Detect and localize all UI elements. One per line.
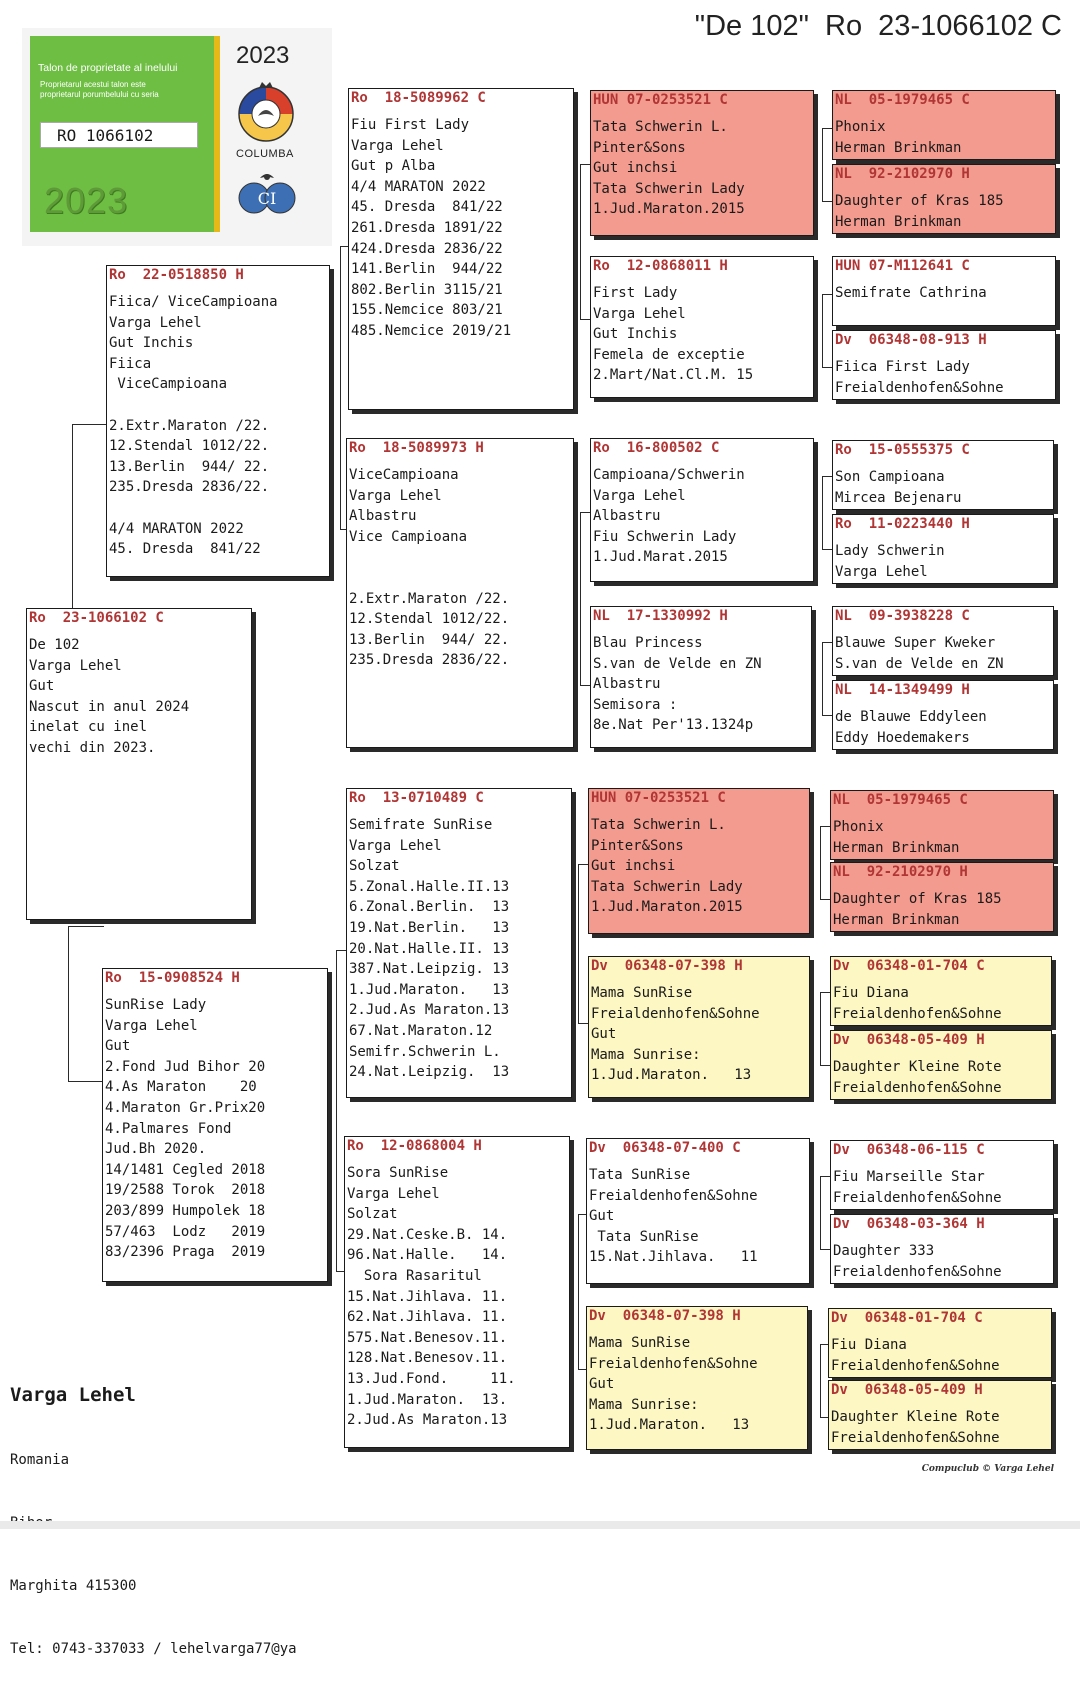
info-line: Freialdenhofen&Sohne (831, 1357, 1000, 1374)
ring-number: Ro 11-0223440 H (835, 516, 970, 532)
info-line: Fiu Schwerin Lady (593, 528, 737, 545)
info-line: Gut (589, 1208, 615, 1225)
info-line: 29.Nat.Ceske.B. 14. (347, 1226, 508, 1243)
talon-ring-number: RO 1066102 (40, 122, 198, 148)
info-line: Gut inchsi (593, 160, 678, 177)
info-line: Mama SunRise (589, 1335, 691, 1351)
info-line: Daughter of Kras 185 (833, 891, 1002, 907)
pigeon-card-ggg3 (832, 256, 1056, 326)
info-line: S.van de Velde en ZN (835, 655, 1004, 672)
footer-credit: Compuclub © Varga Lehel (921, 1464, 1054, 1474)
info-line: Varga Lehel (29, 657, 122, 674)
connector-gg1 (822, 128, 832, 202)
info-line: Varga Lehel (105, 1017, 198, 1034)
info-line: 8e.Nat Per'13.1324p (593, 717, 754, 734)
info-line: Albastru (593, 676, 661, 693)
info-line: Sora SunRise (347, 1165, 449, 1181)
ring-number: Ro 18-5089973 H (349, 440, 484, 456)
ring-number: Dv 06348-07-398 H (591, 958, 743, 974)
ring-number: NL 17-1330992 H (593, 608, 728, 624)
info-line: vechi din 2023. (29, 739, 156, 756)
info-line: 4.As Maraton 20 (105, 1079, 257, 1096)
info-line: Pinter&Sons (593, 139, 686, 156)
pigeon-card-ggg15 (828, 1308, 1052, 1378)
owner-city: Marghita 415300 (10, 1578, 137, 1594)
info-line: Blauwe Super Kweker (835, 635, 996, 651)
info-line: 20.Nat.Halle.II. 13 (349, 940, 510, 957)
ring-number: HUN 07-0253521 C (591, 790, 726, 806)
info-line: 387.Nat.Leipzig. 13 (349, 961, 510, 978)
info-line: 2.Extr.Maraton /22. (109, 417, 270, 434)
info-line: Herman Brinkman (833, 911, 960, 928)
ring-number: Dv 06348-01-704 C (831, 1310, 983, 1326)
pigeon-card-ggg16 (828, 1380, 1052, 1450)
info-line: Gut Inchis (593, 326, 678, 343)
info-line: Gut (105, 1038, 131, 1055)
info-line: 15.Nat.Jihlava. 11 (589, 1249, 758, 1266)
info-line: 13.Berlin 944/ 22. (109, 458, 270, 475)
info-line: S.van de Velde en ZN (593, 655, 762, 672)
owner-country: Romania (10, 1452, 70, 1468)
info-line: 96.Nat.Halle. 14. (347, 1247, 508, 1264)
info-line: Varga Lehel (349, 487, 442, 504)
info-line: 575.Nat.Benesov.11. (347, 1329, 508, 1346)
connector-gg7 (820, 1176, 830, 1250)
info-line: Daughter Kleine Rote (831, 1409, 1000, 1425)
info-line: Varga Lehel (349, 837, 442, 854)
ring-number: NL 09-3938228 C (835, 608, 970, 624)
info-line: Varga Lehel (593, 305, 686, 322)
info-line: Jud.Bh 2020. (105, 1141, 207, 1158)
info-line: Freialdenhofen&Sohne (833, 1079, 1002, 1096)
info-line: 2.Jud.As Maraton.13 (349, 1002, 510, 1019)
info-line: 24.Nat.Leipzig. 13 (349, 1064, 510, 1081)
info-line: 15.Nat.Jihlava. 11. (347, 1288, 508, 1305)
info-line: 2.Fond Jud Bihor 20 (105, 1058, 266, 1075)
info-line: de Blauwe Eddyleen (835, 709, 987, 725)
info-line: First Lady (593, 285, 678, 301)
info-line: Freialdenhofen&Sohne (589, 1187, 758, 1204)
pigeon-card-gg6 (588, 956, 810, 1098)
info-line: Fiica/ ViceCampioana (109, 294, 278, 310)
ring-number: NL 92-2102970 H (835, 166, 970, 182)
ring-number: Ro 22-0518850 H (109, 267, 244, 283)
connector-g3 (578, 864, 588, 1024)
info-line: 62.Nat.Jihlava. 11. (347, 1309, 508, 1326)
ring-number: Ro 15-0908524 H (105, 970, 240, 986)
pigeon-card-ggg11 (830, 956, 1052, 1026)
info-line: Vice Campioana (349, 528, 468, 545)
info-line: Freialdenhofen&Sohne (591, 1005, 760, 1022)
info-line: Varga Lehel (109, 314, 202, 331)
info-line: Fiica First Lady (835, 359, 970, 375)
info-line: Herman Brinkman (833, 839, 960, 856)
pigeon-card-ggg13 (830, 1140, 1054, 1210)
info-line: Semisora : (593, 696, 678, 713)
owner-info (10, 1340, 297, 1681)
info-line: Mama Sunrise: (591, 1046, 701, 1063)
ring-number: Dv 06348-08-913 H (835, 332, 987, 348)
info-line: 19/2588 Torok 2018 (105, 1182, 266, 1199)
connector-g1 (580, 164, 590, 320)
info-line: Mama Sunrise: (589, 1396, 699, 1413)
columba-label: COLUMBA (236, 148, 294, 160)
info-line: Freialdenhofen&Sohne (833, 1005, 1002, 1022)
connector-g2 (580, 512, 590, 686)
pigeon-card-subject (26, 608, 252, 920)
info-line: 261.Dresda 1891/22 (351, 219, 503, 236)
ring-number: Ro 23-1066102 C (29, 610, 164, 626)
info-line: 802.Berlin 3115/21 (351, 281, 503, 298)
talon-subtitle: Proprietarul acestui talon este proprietarul porumbelului cu seria (40, 80, 159, 99)
info-line: Fiu First Lady (351, 117, 470, 133)
info-line: Varga Lehel (593, 487, 686, 504)
owner-name: Varga Lehel (10, 1384, 136, 1406)
info-line: Freialdenhofen&Sohne (833, 1263, 1002, 1280)
pigeon-card-dam (106, 265, 330, 577)
pigeon-card-ggg10 (830, 862, 1054, 932)
fci-logo-icon (236, 170, 298, 216)
svg-text:CI: CI (257, 189, 277, 208)
pigeon-card-ggg1 (832, 90, 1056, 160)
info-line: 6.Zonal.Berlin. 13 (349, 899, 510, 916)
info-line: 203/899 Humpolek 18 (105, 1202, 266, 1219)
talon-card (30, 36, 220, 232)
talon-year: 2023 (44, 180, 129, 221)
info-line: 57/463 Lodz 2019 (105, 1223, 266, 1240)
info-line: Gut p Alba (351, 158, 436, 175)
info-line: Freialdenhofen&Sohne (833, 1189, 1002, 1206)
pigeon-card-gg8 (586, 1306, 808, 1450)
info-line: ViceCampioana (349, 467, 459, 483)
info-line: 485.Nemcice 2019/21 (351, 322, 512, 339)
pigeon-card-g4 (344, 1136, 570, 1448)
pigeon-card-gg7 (586, 1138, 810, 1284)
info-line: Freialdenhofen&Sohne (589, 1355, 758, 1372)
info-line: Femela de exceptie (593, 346, 745, 363)
info-line: Gut Inchis (109, 335, 194, 352)
info-line: 2.Jud.As Maraton.13 (347, 1412, 508, 1429)
info-line (109, 498, 327, 519)
info-line: 12.Stendal 1012/22. (349, 611, 510, 628)
info-line: Phonix (835, 119, 886, 135)
ring-number: Dv 06348-05-409 H (833, 1032, 985, 1048)
ring-number: Ro 12-0868011 H (593, 258, 728, 274)
info-line: 1.Jud.Maraton. 13 (589, 1417, 750, 1434)
info-line: 13.Berlin 944/ 22. (349, 631, 510, 648)
ring-number: Ro 13-0710489 C (349, 790, 484, 806)
info-line: 19.Nat.Berlin. 13 (349, 919, 510, 936)
info-line: Varga Lehel (351, 137, 444, 154)
info-line: Solzat (349, 858, 400, 875)
info-line: 12.Stendal 1012/22. (109, 438, 270, 455)
info-line: 1.Jud.Maraton.2015 (591, 899, 743, 916)
info-line: Fiu Diana (831, 1337, 907, 1353)
ring-number: HUN 07-0253521 C (593, 92, 728, 108)
info-line: Daughter of Kras 185 (835, 193, 1004, 209)
ring-number: NL 14-1349499 H (835, 682, 970, 698)
info-line: 1.Jud.Maraton. 13 (591, 1067, 752, 1084)
info-line: Varga Lehel (835, 563, 928, 580)
info-line: inelat cu inel (29, 719, 148, 736)
pigeon-card-gg5 (588, 788, 810, 934)
ring-number: NL 92-2102970 H (833, 864, 968, 880)
info-line: Gut (29, 678, 55, 695)
connector-gg5 (820, 826, 830, 900)
ring-number: Dv 06348-05-409 H (831, 1382, 983, 1398)
info-line: 5.Zonal.Halle.II.13 (349, 878, 510, 895)
pigeon-card-g3 (346, 788, 572, 1098)
info-line: Mama SunRise (591, 985, 693, 1001)
columba-logo-icon (236, 80, 296, 146)
ring-number: Ro 12-0868004 H (347, 1138, 482, 1154)
info-line: SunRise Lady (105, 997, 207, 1013)
pigeon-card-ggg14 (830, 1214, 1054, 1284)
pigeon-card-ggg5 (832, 440, 1054, 510)
info-line: 424.Dresda 2836/22 (351, 240, 503, 257)
info-line: 2.Mart/Nat.Cl.M. 15 (593, 367, 754, 384)
info-line: Tata Schwerin Lady (591, 878, 743, 895)
pigeon-card-gg1 (590, 90, 814, 236)
info-line: Tata Schwerin Lady (593, 180, 745, 197)
info-line: De 102 (29, 637, 80, 653)
pigeon-card-gg2 (590, 256, 814, 398)
pigeon-card-ggg12 (830, 1030, 1052, 1100)
talon-year-top: 2023 (236, 42, 290, 69)
info-line: Phonix (833, 819, 884, 835)
ring-number: Dv 06348-07-398 H (589, 1308, 741, 1324)
info-line: 1.Jud.Maraton. 13 (349, 981, 510, 998)
ring-number: Dv 06348-06-115 C (833, 1142, 985, 1158)
info-line (349, 568, 571, 589)
pigeon-card-g2 (346, 438, 574, 748)
info-line: Varga Lehel (347, 1185, 440, 1202)
info-line: Lady Schwerin (835, 543, 945, 559)
talon-title: Talon de proprietate al inelului (38, 62, 178, 74)
info-line: Blau Princess (593, 635, 703, 651)
info-line: Freialdenhofen&Sohne (831, 1429, 1000, 1446)
info-line: 235.Dresda 2836/22. (109, 479, 270, 496)
connector-gg6 (820, 992, 830, 1066)
info-line: Tata Schwerin L. (593, 119, 728, 135)
info-line: Albastru (593, 508, 661, 525)
owner-contact: Tel: 0743-337033 / lehelvarga77@ya (10, 1641, 297, 1657)
ring-talon (22, 28, 332, 246)
info-line: 45. Dresda 841/22 (351, 199, 503, 216)
info-line: 14/1481 Cegled 2018 (105, 1161, 266, 1178)
pigeon-card-ggg8 (832, 680, 1054, 750)
info-line: ViceCampioana (109, 376, 228, 393)
connector-gg2 (822, 294, 832, 368)
info-line: Tata Schwerin L. (591, 817, 726, 833)
info-line: Fiu Marseille Star (833, 1169, 985, 1185)
pigeon-card-ggg6 (832, 514, 1054, 584)
info-line: 1.Jud.Maraton.2015 (593, 201, 745, 218)
info-line: 4/4 MARATON 2022 (351, 178, 486, 195)
info-line: 4.Maraton Gr.Prix20 (105, 1099, 266, 1116)
ring-number: Ro 15-0555375 C (835, 442, 970, 458)
ring-number: Ro 16-800502 C (593, 440, 720, 456)
ring-number: Dv 06348-07-400 C (589, 1140, 741, 1156)
info-line: Herman Brinkman (835, 213, 962, 230)
page-title: "De 102" Ro 23-1066102 C (694, 10, 1062, 42)
info-line: Semifrate SunRise (349, 817, 493, 833)
info-line: 2.Extr.Maraton /22. (349, 590, 510, 607)
info-line: Mircea Bejenaru (835, 489, 962, 506)
info-line: Freialdenhofen&Sohne (835, 379, 1004, 396)
info-line: Campioana/Schwerin (593, 467, 745, 483)
pigeon-card-gg4 (590, 606, 812, 748)
info-line: Gut inchsi (591, 858, 676, 875)
info-line (109, 395, 327, 416)
info-line: 4/4 MARATON 2022 (109, 520, 244, 537)
info-line: Herman Brinkman (835, 139, 962, 156)
info-line: Fiica (109, 355, 152, 372)
info-line: 235.Dresda 2836/22. (349, 652, 510, 669)
info-line: Pinter&Sons (591, 837, 684, 854)
info-line: 83/2396 Praga 2019 (105, 1244, 266, 1261)
info-line: 13.Jud.Fond. 11. (347, 1370, 516, 1387)
ring-number: NL 05-1979465 C (835, 92, 970, 108)
info-line: Tata SunRise (589, 1228, 699, 1245)
info-line: Fiu Diana (833, 985, 909, 1001)
info-line: 155.Nemcice 803/21 (351, 302, 503, 319)
ring-number: Dv 06348-01-704 C (833, 958, 985, 974)
connector-subject-dam (72, 424, 108, 610)
info-line: 4.Palmares Fond (105, 1120, 232, 1137)
pigeon-card-g1 (348, 88, 574, 410)
connector-gg4 (822, 642, 832, 716)
info-line: 1.Jud.Maraton. 13. (347, 1391, 508, 1408)
pigeon-card-ggg7 (832, 606, 1054, 676)
pigeon-card-ggg9 (830, 790, 1054, 860)
info-line: Gut (589, 1376, 615, 1393)
info-line: Sora Rasaritul (347, 1267, 482, 1284)
pigeon-card-gg3 (590, 438, 814, 582)
info-line: Son Campioana (835, 469, 945, 485)
info-line: 128.Nat.Benesov.11. (347, 1350, 508, 1367)
info-line: Eddy Hoedemakers (835, 729, 970, 746)
info-line: 141.Berlin 944/22 (351, 261, 503, 278)
info-line: Semifrate Cathrina (835, 285, 987, 301)
pigeon-card-ggg4 (832, 330, 1056, 400)
info-line: Daughter Kleine Rote (833, 1059, 1002, 1075)
info-line: Nascut in anul 2024 (29, 698, 190, 715)
scan-edge (0, 1521, 1080, 1529)
info-line: Albastru (349, 508, 417, 525)
connector-gg3 (822, 476, 832, 550)
info-line: 1.Jud.Marat.2015 (593, 549, 728, 566)
info-line: 67.Nat.Maraton.12 (349, 1022, 493, 1039)
ring-number: Dv 06348-03-364 H (833, 1216, 985, 1232)
info-line: Solzat (347, 1206, 398, 1223)
info-line: Daughter 333 (833, 1243, 935, 1259)
ring-number: HUN 07-M112641 C (835, 258, 970, 274)
info-line: Tata SunRise (589, 1167, 691, 1183)
info-line (349, 547, 571, 568)
info-line: Semifr.Schwerin L. (349, 1043, 501, 1060)
pigeon-card-ggg2 (832, 164, 1056, 234)
ring-number: NL 05-1979465 C (833, 792, 968, 808)
connector-subject-sire (68, 926, 104, 1082)
info-line: Gut (591, 1026, 617, 1043)
info-line: 45. Dresda 841/22 (109, 541, 261, 558)
pigeon-card-sire (102, 968, 328, 1282)
ring-number: Ro 18-5089962 C (351, 90, 486, 106)
